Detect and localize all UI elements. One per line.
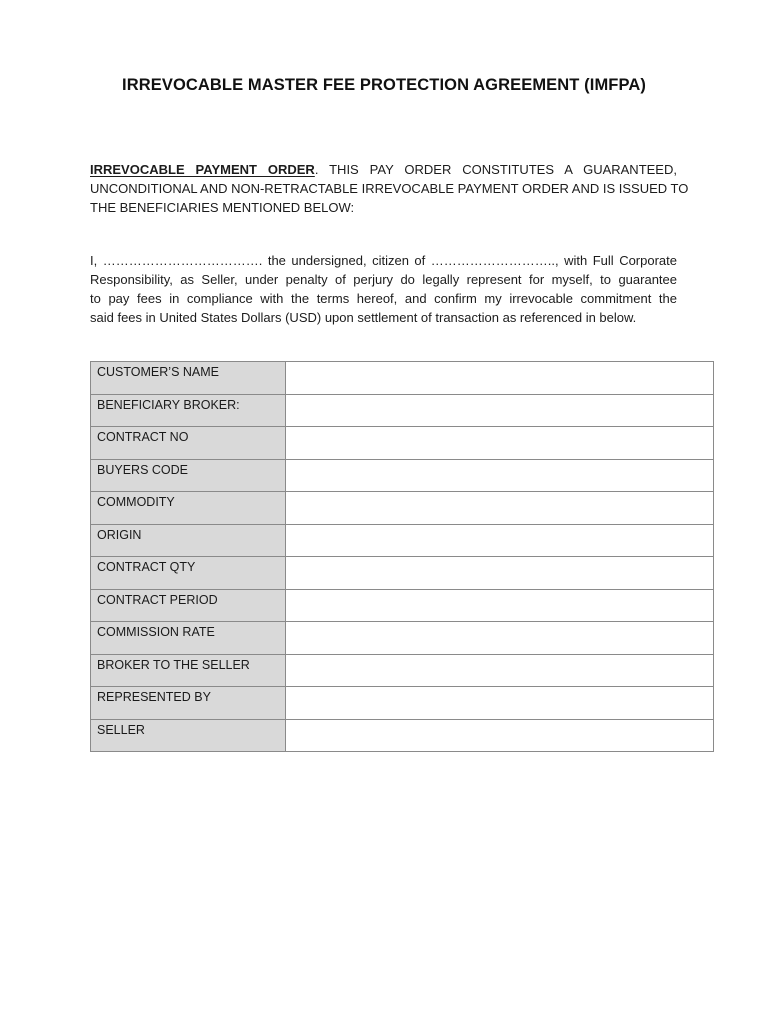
table-row xyxy=(91,492,714,525)
table-row xyxy=(91,427,714,460)
row-value-beneficiary-broker xyxy=(286,394,714,427)
payment-order-line-2: UNCONDITIONAL AND NON-RETRACTABLE IRREVOCABLE PAYMENT ORDER AND IS ISSUED TO xyxy=(90,181,689,196)
transaction-details-table xyxy=(90,361,714,752)
payment-order-line-1-rest: THIS PAY ORDER CONSTITUTES A GUARANTEED, xyxy=(318,162,677,177)
row-value-contract-period xyxy=(286,589,714,622)
row-label-beneficiary-broker: BENEFICIARY BROKER: xyxy=(91,394,286,427)
table-row xyxy=(91,622,714,655)
row-label-broker-to-the-seller: BROKER TO THE SELLER xyxy=(91,654,286,687)
document-title: IRREVOCABLE MASTER FEE PROTECTION AGREEMENT (IMFPA) xyxy=(122,76,646,94)
row-value-seller xyxy=(286,719,714,752)
row-value-broker-to-the-seller xyxy=(286,654,714,687)
table-row xyxy=(91,557,714,590)
table-row xyxy=(91,719,714,752)
row-label-contract-qty: CONTRACT QTY xyxy=(91,557,286,590)
row-label-commission-rate: COMMISSION RATE xyxy=(91,622,286,655)
table-row xyxy=(91,362,714,395)
payment-order-heading: IRREVOCABLE PAYMENT ORDER xyxy=(90,162,315,177)
row-value-customers-name xyxy=(286,362,714,395)
row-value-represented-by xyxy=(286,687,714,720)
row-value-commission-rate xyxy=(286,622,714,655)
seller-statement-line-1: I, ………………………………. the undersigned, citizen of ……………………….., with Full Corporate xyxy=(90,253,677,268)
payment-order-line-3: THE BENEFICIARIES MENTIONED BELOW: xyxy=(90,200,355,215)
row-value-contract-qty xyxy=(286,557,714,590)
row-label-customers-name: CUSTOMER’S NAME xyxy=(91,362,286,395)
seller-statement-paragraph xyxy=(90,251,677,327)
table-row xyxy=(91,687,714,720)
seller-statement-line-3: to pay fees in compliance with the terms hereof, and confirm my irrevocable commitment the xyxy=(90,291,677,306)
row-label-contract-no: CONTRACT NO xyxy=(91,427,286,460)
row-label-origin: ORIGIN xyxy=(91,524,286,557)
row-value-buyers-code xyxy=(286,459,714,492)
row-label-represented-by: REPRESENTED BY xyxy=(91,687,286,720)
row-label-buyers-code: BUYERS CODE xyxy=(91,459,286,492)
table-row xyxy=(91,654,714,687)
payment-order-heading-punct: . xyxy=(314,162,319,177)
payment-order-paragraph xyxy=(90,160,689,217)
row-label-commodity: COMMODITY xyxy=(91,492,286,525)
table-row xyxy=(91,524,714,557)
seller-statement-line-2: Responsibility, as Seller, under penalty of perjury do legally represent for myself, to guarantee xyxy=(90,272,677,287)
payment-order-line-1 xyxy=(90,160,677,179)
row-value-origin xyxy=(286,524,714,557)
table-row xyxy=(91,394,714,427)
table-row xyxy=(91,459,714,492)
seller-statement-line-4: said fees in United States Dollars (USD) upon settlement of transaction as referenced in below. xyxy=(90,310,637,325)
row-value-commodity xyxy=(286,492,714,525)
row-value-contract-no xyxy=(286,427,714,460)
row-label-seller: SELLER xyxy=(91,719,286,752)
table-row xyxy=(91,589,714,622)
row-label-contract-period: CONTRACT PERIOD xyxy=(91,589,286,622)
